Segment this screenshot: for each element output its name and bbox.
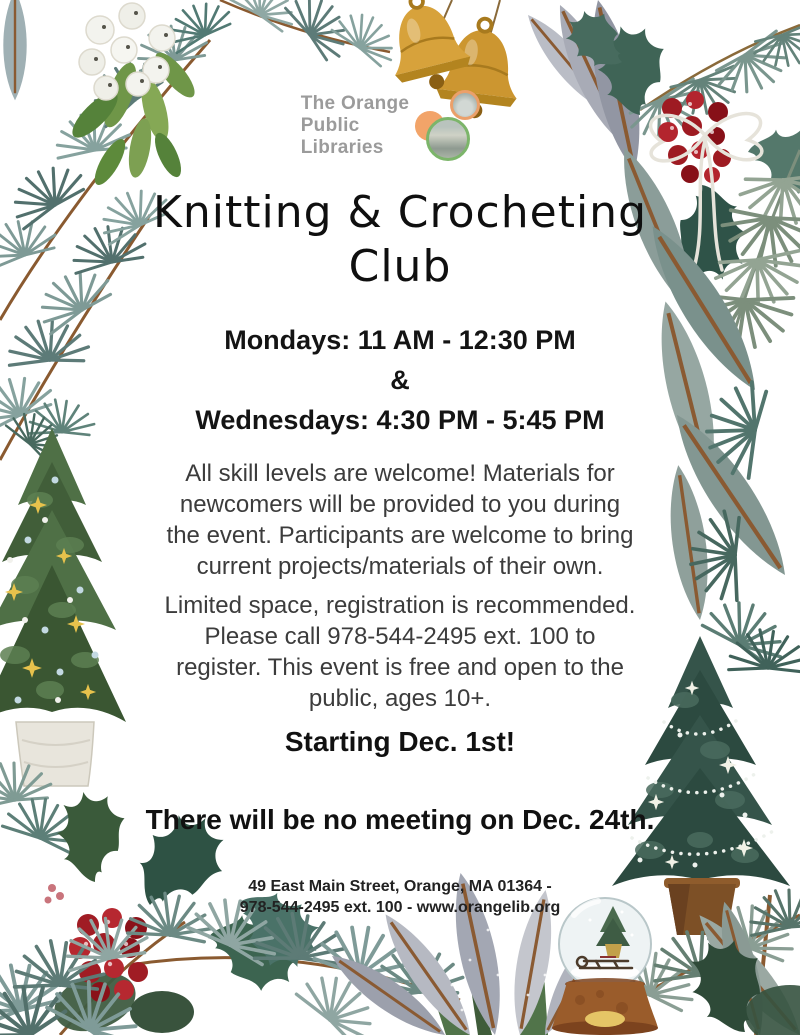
- contact-footer: [0, 876, 800, 918]
- logo-line-2: Public: [300, 114, 360, 136]
- address-line: 49 East Main Street, Orange, MA 01364 -: [248, 878, 552, 895]
- pine-sprig-top-center: [220, 0, 404, 69]
- registration-line: Please call 978-544-2495 ext. 100 to: [204, 623, 596, 650]
- registration-line: Limited space, registration is recommended.: [164, 592, 636, 619]
- logo-marks: [415, 84, 499, 168]
- phone-website-line: 978-544-2495 ext. 100 - www.orangelib.org: [239, 899, 561, 916]
- schedule-wednesdays: Wednesdays: 4:30 PM - 5:45 PM: [195, 405, 605, 435]
- registration-paragraph: [80, 590, 720, 714]
- title-line-2: Club: [348, 240, 452, 292]
- logo-line-1: The Orange: [300, 92, 410, 114]
- registration-line: register. This event is free and open to the: [176, 654, 624, 681]
- library-logo: [0, 84, 800, 168]
- snow-globe-icon: [552, 898, 658, 1035]
- description-paragraph: [80, 458, 720, 582]
- no-meeting-notice: There will be no meeting on Dec. 24th.: [145, 804, 655, 835]
- schedule-separator: &: [390, 365, 410, 395]
- library-photo-small-icon: [450, 90, 480, 120]
- title-line-1: Knitting & Crocheting: [153, 187, 647, 238]
- registration-line: public, ages 10+.: [308, 685, 492, 712]
- description-line: newcomers will be provided to you during: [179, 491, 621, 518]
- start-date-notice: Starting Dec. 1st!: [284, 726, 516, 757]
- description-line: current projects/materials of their own.: [196, 553, 604, 580]
- description-line: All skill levels are welcome! Materials for: [185, 460, 615, 487]
- page-title: [0, 186, 800, 293]
- description-line: the event. Participants are welcome to bring: [166, 522, 634, 549]
- library-photo-large-icon: [426, 117, 470, 161]
- logo-line-3: Libraries: [300, 137, 384, 159]
- schedule-mondays: Mondays: 11 AM - 12:30 PM: [224, 325, 576, 355]
- logo-text: [301, 93, 410, 159]
- schedule: [0, 320, 800, 440]
